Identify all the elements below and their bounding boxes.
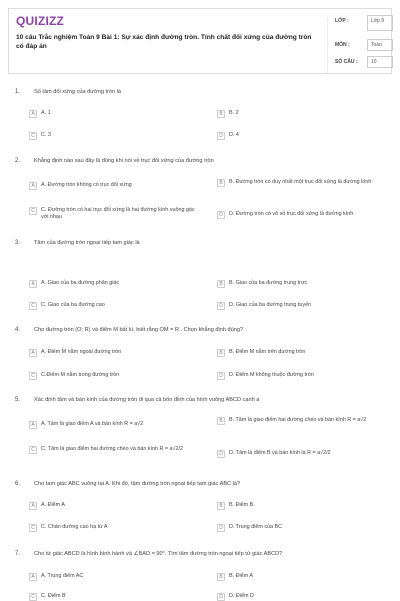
option-d[interactable] <box>217 132 392 140</box>
count-value: 10 <box>367 56 393 68</box>
option-d[interactable] <box>217 302 392 310</box>
option-text: D. Giao của ba đường trung tuyến <box>229 302 312 308</box>
option-b[interactable] <box>217 417 389 425</box>
quizizz-logo[interactable]: QUIZIZZ <box>16 14 65 28</box>
option-c[interactable] <box>29 207 201 221</box>
option-text: D. Điểm M không thuộc đường tròn <box>229 372 314 378</box>
option-b[interactable] <box>217 573 392 581</box>
option-c[interactable] <box>29 372 209 380</box>
subject-label: MÔN : <box>335 42 350 48</box>
option-text: A. Tâm là giao điểm A và bán kính R = a√2 <box>41 421 144 427</box>
option-letter: C <box>29 372 37 380</box>
option-text: B. Tâm là giao điểm hai đường chéo và bán kính R = a√2 <box>229 417 367 423</box>
option-text: C. Đường tròn có hai trục đối xứng là hai đường kính vuông góc với nhau <box>41 207 195 220</box>
option-text: D. 4 <box>229 132 239 138</box>
option-letter: B <box>217 179 225 187</box>
option-a[interactable] <box>29 110 209 118</box>
option-letter: C <box>29 207 37 215</box>
option-text: C.Điểm M nằm trong đường tròn <box>41 372 120 378</box>
option-letter: B <box>217 349 225 357</box>
option-text: B. Điểm B. <box>229 502 255 508</box>
header-divider <box>327 17 328 73</box>
option-text: A. Điểm A <box>41 502 65 508</box>
option-letter: D <box>217 211 225 219</box>
option-text: D. Điểm D <box>229 593 254 599</box>
question-number: 7. <box>15 551 21 557</box>
option-letter: C <box>29 593 37 601</box>
option-d[interactable] <box>217 211 392 219</box>
option-d[interactable] <box>217 450 392 458</box>
option-text: B. 2 <box>229 110 239 116</box>
option-d[interactable] <box>217 372 392 380</box>
question-text: Cho tứ giác ABCD là hình bình hành và ∠BAD = 90°. Tìm tâm đường tròn ngoại tiếp tứ giác ABCD? <box>34 551 283 557</box>
option-b[interactable] <box>217 280 392 288</box>
option-text: D. Đường tròn có vô số trục đối xứng là đường kính <box>229 211 354 217</box>
option-letter: B <box>217 417 225 425</box>
option-text: A. Điểm M nằm ngoài đường tròn <box>41 349 122 355</box>
option-text: C. Giao của ba đường cao <box>41 302 105 308</box>
option-letter: C <box>29 446 37 454</box>
option-letter: D <box>217 372 225 380</box>
option-letter: D <box>217 132 225 140</box>
question-number: 5. <box>15 397 21 403</box>
option-letter: C <box>29 524 37 532</box>
option-c[interactable] <box>29 302 209 310</box>
option-letter: C <box>29 302 37 310</box>
option-letter: A <box>29 280 37 288</box>
subject-value: Toán <box>367 39 393 51</box>
option-a[interactable] <box>29 182 209 190</box>
question-text: Xác định tâm và bán kính của đường tròn đi qua cả bốn đỉnh của hình vuông ABCD cạnh a <box>34 397 260 403</box>
option-letter: C <box>29 132 37 140</box>
option-letter: D <box>217 593 225 601</box>
option-text: D. Tâm là điểm B và bán kính là R = a√2/2 <box>229 450 331 456</box>
option-a[interactable] <box>29 573 209 581</box>
option-text: A. Đường tròn không có trục đối xứng <box>41 182 132 188</box>
option-letter: B <box>217 280 225 288</box>
option-d[interactable] <box>217 524 392 532</box>
option-b[interactable] <box>217 179 389 187</box>
option-letter: A <box>29 421 37 429</box>
question-number: 4. <box>15 327 21 333</box>
option-text: A. Giao của ba đường phân giác <box>41 280 120 286</box>
option-text: C. Chân đường cao hạ từ A <box>41 524 108 530</box>
question-text: Số tâm đối xứng của đường tròn là <box>34 89 122 95</box>
option-text: B. Điểm M nằm trên đường tròn <box>229 349 306 355</box>
option-letter: B <box>217 573 225 581</box>
option-a[interactable] <box>29 280 209 288</box>
question-text: Khẳng định nào sau đây là đúng khi nói về trục đối xứng của đường tròn <box>34 158 214 164</box>
option-c[interactable] <box>29 524 209 532</box>
question-text: Cho đường tròn (O; R) và điểm M bất kì, biết rằng OM = R . Chọn khẳng định đúng? <box>34 327 244 333</box>
option-b[interactable] <box>217 502 392 510</box>
class-label: LỚP : <box>335 18 349 24</box>
option-letter: D <box>217 302 225 310</box>
option-letter: D <box>217 450 225 458</box>
option-a[interactable] <box>29 421 209 429</box>
option-text: C. 3 <box>41 132 51 138</box>
question-number: 1. <box>15 89 21 95</box>
option-text: D. Trung điểm của BC <box>229 524 283 530</box>
question-number: 3. <box>15 240 21 246</box>
option-letter: A <box>29 573 37 581</box>
option-c[interactable] <box>29 446 201 454</box>
option-b[interactable] <box>217 349 392 357</box>
option-a[interactable] <box>29 502 209 510</box>
option-c[interactable] <box>29 132 209 140</box>
class-value: Lớp 9 <box>367 15 393 31</box>
option-text: B. Đường tròn có duy nhất một trục đối xứng là đường kính <box>229 179 372 185</box>
option-letter: D <box>217 524 225 532</box>
question-number: 2. <box>15 158 21 164</box>
question-text: Cho tam giác ABC vuông tại A. Khi đó, tâm đường tròn ngoại tiếp tam giác ABC là? <box>34 481 241 487</box>
option-letter: B <box>217 502 225 510</box>
option-letter: A <box>29 349 37 357</box>
option-text: B. Giao của ba đường trung trực <box>229 280 308 286</box>
option-text: B. Điểm A <box>229 573 253 579</box>
option-a[interactable] <box>29 349 209 357</box>
option-letter: A <box>29 110 37 118</box>
option-b[interactable] <box>217 110 392 118</box>
option-text: C. Tâm là giao điểm hai đường chéo và bán kính R = a√2/2 <box>41 446 184 452</box>
worksheet-title: 10 câu Trắc nghiệm Toán 9 Bài 1: Sự xác định đường tròn. Tính chất đối xứng của đường tròn có đáp án <box>16 34 312 50</box>
question-number: 6. <box>15 481 21 487</box>
count-label: SỐ CÂU : <box>335 59 358 65</box>
worksheet-header <box>8 8 392 74</box>
option-letter: A <box>29 502 37 510</box>
option-letter: B <box>217 110 225 118</box>
question-text: Tâm của đường tròn ngoại tiếp tam giác là <box>34 240 140 246</box>
option-text: A. Trung điểm AC <box>41 573 84 579</box>
option-letter: A <box>29 182 37 190</box>
option-text: C. Điểm B <box>41 593 66 599</box>
option-text: A. 1 <box>41 110 51 116</box>
